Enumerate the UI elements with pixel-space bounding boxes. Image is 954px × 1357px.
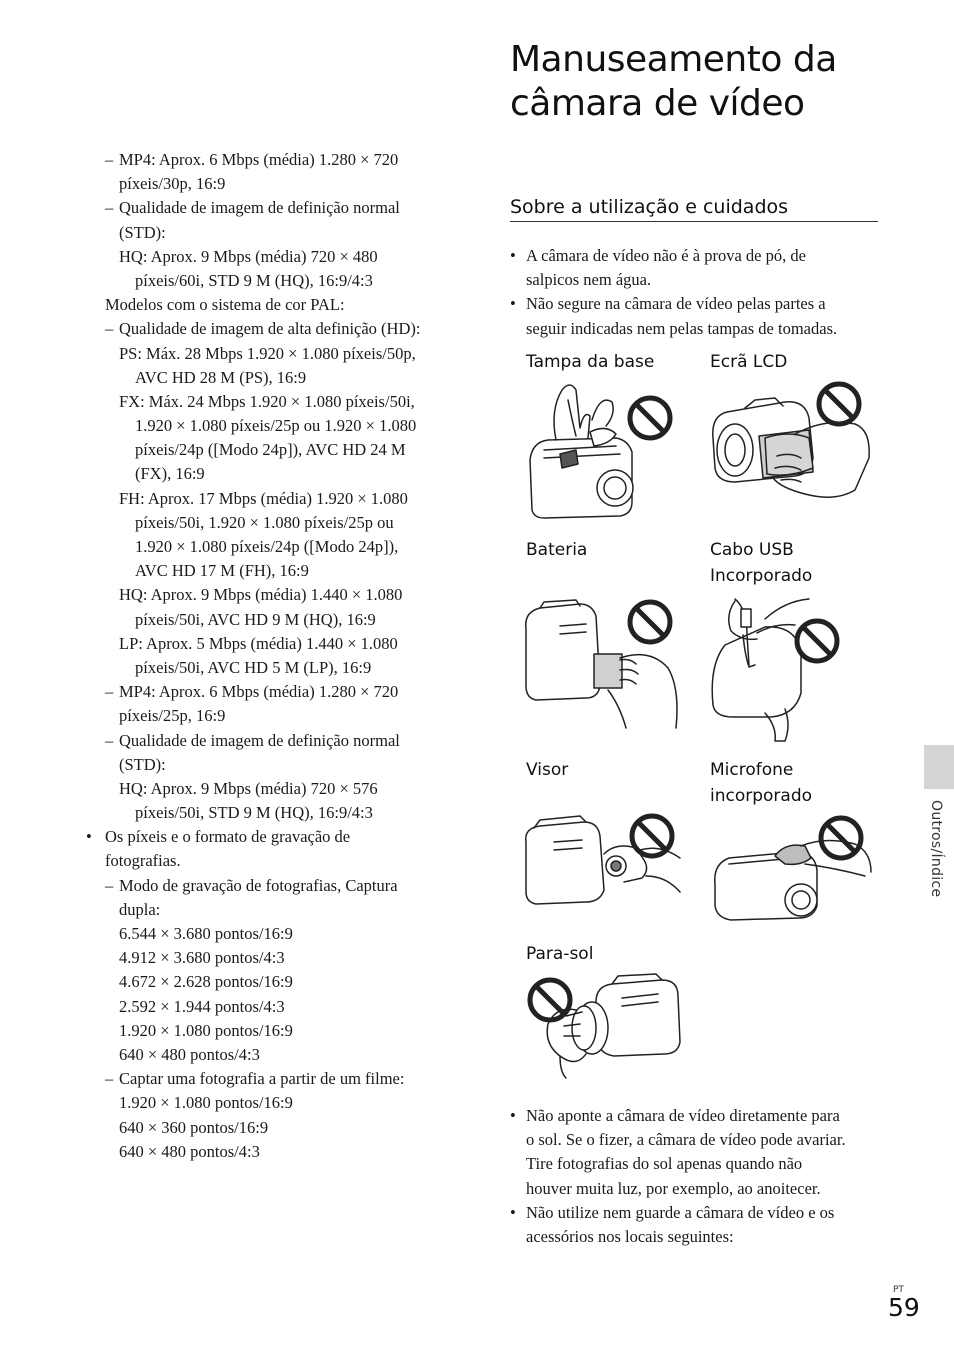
spec-list bbox=[86, 148, 466, 1164]
spec-line-text: Os píxeis e o formato de gravação de bbox=[105, 827, 351, 847]
caption-visor: Visor bbox=[526, 760, 569, 780]
spec-line bbox=[86, 583, 466, 607]
spec-line bbox=[86, 608, 466, 632]
section-tab-marker bbox=[924, 745, 954, 789]
spec-line-text: 1.920 × 1.080 píxeis/25p ou 1.920 × 1.080 bbox=[135, 416, 417, 436]
spec-line-text: píxeis/30p, 16:9 bbox=[119, 174, 226, 194]
spec-line-text: 640 × 480 pontos/4:3 bbox=[119, 1044, 260, 1064]
spec-line bbox=[86, 1140, 466, 1164]
spec-line-text: píxeis/50i, STD 9 M (HQ), 16:9/4:3 bbox=[135, 803, 373, 823]
bullet-text: acessórios nos locais seguintes: bbox=[526, 1226, 734, 1246]
spec-line bbox=[86, 293, 466, 317]
spec-line bbox=[86, 172, 466, 196]
spec-line bbox=[86, 1067, 466, 1091]
spec-line bbox=[86, 559, 466, 583]
prohibition-icon bbox=[630, 602, 670, 642]
spec-line bbox=[86, 366, 466, 390]
bullet-mark: • bbox=[510, 294, 516, 314]
caption-cabo-usb-line-2: Incorporado bbox=[710, 566, 813, 586]
bullet-mark: • bbox=[510, 1202, 516, 1222]
spec-line bbox=[86, 680, 466, 704]
spec-line-text: MP4: Aprox. 6 Mbps (média) 1.280 × 720 bbox=[119, 682, 399, 702]
illustration-tampa-da-base bbox=[520, 380, 680, 525]
spec-line bbox=[86, 438, 466, 462]
spec-line bbox=[86, 632, 466, 656]
section-side-label: Outros/Índice bbox=[928, 800, 944, 898]
spec-line bbox=[86, 1091, 466, 1115]
spec-line bbox=[86, 849, 466, 873]
dash-mark: – bbox=[105, 875, 114, 895]
bullet-text: Não segure na câmara de vídeo pelas partes a bbox=[526, 294, 826, 314]
spec-line-text: píxeis/60i, STD 9 M (HQ), 16:9/4:3 bbox=[135, 270, 373, 290]
spec-line-text: Modo de gravação de fotografias, Captura bbox=[119, 875, 398, 895]
spec-line-text: Qualidade de imagem de definição normal bbox=[119, 730, 400, 750]
spec-line-text: 4.672 × 2.628 pontos/16:9 bbox=[119, 972, 293, 992]
dash-mark: – bbox=[105, 682, 114, 702]
dash-mark: – bbox=[105, 150, 114, 169]
spec-line-text: 1.920 × 1.080 pontos/16:9 bbox=[119, 1093, 293, 1113]
spec-line bbox=[86, 801, 466, 825]
spec-line-text: 640 × 480 pontos/4:3 bbox=[119, 1141, 260, 1161]
spec-line bbox=[86, 704, 466, 728]
dash-mark: – bbox=[105, 198, 114, 218]
spec-line bbox=[86, 1043, 466, 1067]
spec-line bbox=[86, 390, 466, 414]
spec-line-text: píxeis/50i, AVC HD 5 M (LP), 16:9 bbox=[135, 657, 372, 677]
prohibition-icon bbox=[632, 816, 672, 856]
bullet-list-top bbox=[510, 244, 880, 341]
caption-cabo-usb bbox=[710, 537, 812, 589]
spec-line-text: Captar uma fotografia a partir de um filme: bbox=[119, 1069, 405, 1089]
bullet-text: salpicos nem água. bbox=[526, 270, 652, 290]
bullet-text: Não utilize nem guarde a câmara de vídeo e os bbox=[526, 1202, 835, 1222]
bullet-list-bottom bbox=[510, 1104, 880, 1249]
prohibition-icon bbox=[530, 980, 570, 1020]
spec-line bbox=[86, 462, 466, 486]
spec-line bbox=[86, 196, 466, 220]
spec-line-text: HQ: Aprox. 9 Mbps (média) 720 × 480 bbox=[119, 246, 378, 266]
spec-line-text: (STD): bbox=[119, 222, 166, 242]
spec-line-text: (STD): bbox=[119, 754, 166, 774]
prohibition-icon bbox=[821, 818, 861, 858]
spec-line-text: píxeis/50i, AVC HD 9 M (HQ), 16:9 bbox=[135, 609, 376, 629]
spec-line-text: FX: Máx. 24 Mbps 1.920 × 1.080 píxeis/50i, bbox=[119, 391, 415, 411]
prohibition-icon bbox=[819, 384, 859, 424]
bullet-text: Não aponte a câmara de vídeo diretamente para bbox=[526, 1106, 840, 1125]
spec-line-text: FH: Aprox. 17 Mbps (média) 1.920 × 1.080 bbox=[119, 488, 408, 508]
illustration-para-sol bbox=[526, 972, 686, 1080]
caption-para-sol: Para-sol bbox=[526, 944, 594, 964]
spec-line-text: píxeis/50i, 1.920 × 1.080 píxeis/25p ou bbox=[135, 512, 394, 532]
illustration-bateria bbox=[520, 598, 680, 730]
spec-line bbox=[86, 970, 466, 994]
spec-line-text: (FX), 16:9 bbox=[135, 464, 205, 484]
spec-line-text: LP: Aprox. 5 Mbps (média) 1.440 × 1.080 bbox=[119, 633, 398, 653]
spec-line bbox=[86, 995, 466, 1019]
caption-microfone bbox=[710, 757, 812, 809]
spec-line bbox=[86, 317, 466, 341]
spec-line bbox=[86, 656, 466, 680]
caption-microfone-line-2: incorporado bbox=[710, 786, 813, 806]
dash-mark: – bbox=[105, 730, 114, 750]
illustration-ecra-lcd bbox=[705, 378, 873, 508]
spec-line bbox=[86, 1019, 466, 1043]
page-title bbox=[510, 38, 837, 126]
prohibition-icon bbox=[630, 398, 670, 438]
spec-line-text: 1.920 × 1.080 pontos/16:9 bbox=[119, 1020, 293, 1040]
spec-line bbox=[86, 342, 466, 366]
bullet-text: o sol. Se o fizer, a câmara de vídeo pode avariar. bbox=[526, 1130, 846, 1150]
spec-line bbox=[86, 729, 466, 753]
illustration-microfone bbox=[705, 812, 875, 924]
spec-line-text: píxeis/25p, 16:9 bbox=[119, 706, 226, 726]
spec-line bbox=[86, 946, 466, 970]
page-title-line-2: câmara de vídeo bbox=[510, 83, 805, 124]
spec-line-text: 6.544 × 3.680 pontos/16:9 bbox=[119, 924, 293, 943]
illustration-visor bbox=[520, 812, 686, 912]
spec-line-text: Qualidade de imagem de alta definição (HD): bbox=[119, 319, 421, 339]
spec-line bbox=[86, 269, 466, 293]
dash-mark: – bbox=[105, 1069, 114, 1089]
spec-line bbox=[86, 1116, 466, 1140]
page-title-line-1: Manuseamento da bbox=[510, 39, 837, 80]
spec-line bbox=[86, 221, 466, 245]
caption-bateria: Bateria bbox=[526, 540, 588, 560]
prohibition-icon bbox=[797, 621, 837, 661]
spec-line bbox=[86, 922, 466, 946]
spec-line-text: MP4: Aprox. 6 Mbps (média) 1.280 × 720 bbox=[119, 150, 399, 169]
spec-line bbox=[86, 245, 466, 269]
spec-line bbox=[86, 898, 466, 922]
caption-microfone-line-1: Microfone bbox=[710, 760, 794, 780]
spec-line bbox=[86, 148, 466, 172]
caption-ecra-lcd: Ecrã LCD bbox=[710, 352, 788, 372]
page-number: 59 bbox=[888, 1293, 920, 1322]
spec-line-text: 2.592 × 1.944 pontos/4:3 bbox=[119, 996, 285, 1016]
spec-line-text: fotografias. bbox=[105, 851, 181, 871]
spec-line-text: AVC HD 17 M (FH), 16:9 bbox=[135, 561, 309, 581]
bullet-text: seguir indicadas nem pelas tampas de tomadas. bbox=[526, 318, 838, 338]
spec-line-text: dupla: bbox=[119, 899, 161, 919]
spec-line bbox=[86, 874, 466, 898]
spec-line-text: PS: Máx. 28 Mbps 1.920 × 1.080 píxeis/50p, bbox=[119, 343, 416, 363]
bullet-mark: • bbox=[510, 246, 516, 265]
spec-line bbox=[86, 487, 466, 511]
bullet-text: Tire fotografias do sol apenas quando não bbox=[526, 1154, 803, 1174]
spec-line-text: 640 × 360 pontos/16:9 bbox=[119, 1117, 269, 1137]
spec-line-text: Qualidade de imagem de definição normal bbox=[119, 198, 400, 218]
bullet-text: houver muita luz, por exemplo, ao anoitecer. bbox=[526, 1178, 821, 1198]
bullet-text: A câmara de vídeo não é à prova de pó, de bbox=[526, 246, 806, 265]
spec-line-text: HQ: Aprox. 9 Mbps (média) 1.440 × 1.080 bbox=[119, 585, 403, 605]
bullet-mark: • bbox=[86, 827, 92, 847]
spec-line-text: píxeis/24p ([Modo 24p]), AVC HD 24 M bbox=[135, 440, 406, 460]
spec-line bbox=[86, 753, 466, 777]
caption-cabo-usb-line-1: Cabo USB bbox=[710, 540, 794, 560]
bullet-mark: • bbox=[510, 1106, 516, 1125]
spec-line-text: 1.920 × 1.080 píxeis/24p ([Modo 24p]), bbox=[135, 537, 399, 556]
dash-mark: – bbox=[105, 319, 114, 339]
spec-line bbox=[86, 535, 466, 559]
spec-line bbox=[86, 511, 466, 535]
illustration-cabo-usb bbox=[705, 595, 865, 745]
spec-line bbox=[86, 414, 466, 438]
spec-line bbox=[86, 825, 466, 849]
section-heading: Sobre a utilização e cuidados bbox=[510, 193, 878, 222]
language-code: PT bbox=[893, 1285, 904, 1295]
caption-tampa-da-base: Tampa da base bbox=[526, 352, 655, 372]
spec-line-text: Modelos com o sistema de cor PAL: bbox=[105, 295, 345, 315]
spec-line-text: 4.912 × 3.680 pontos/4:3 bbox=[119, 948, 285, 968]
spec-line-text: HQ: Aprox. 9 Mbps (média) 720 × 576 bbox=[119, 778, 378, 798]
spec-line-text: AVC HD 28 M (PS), 16:9 bbox=[135, 367, 307, 387]
spec-line bbox=[86, 777, 466, 801]
